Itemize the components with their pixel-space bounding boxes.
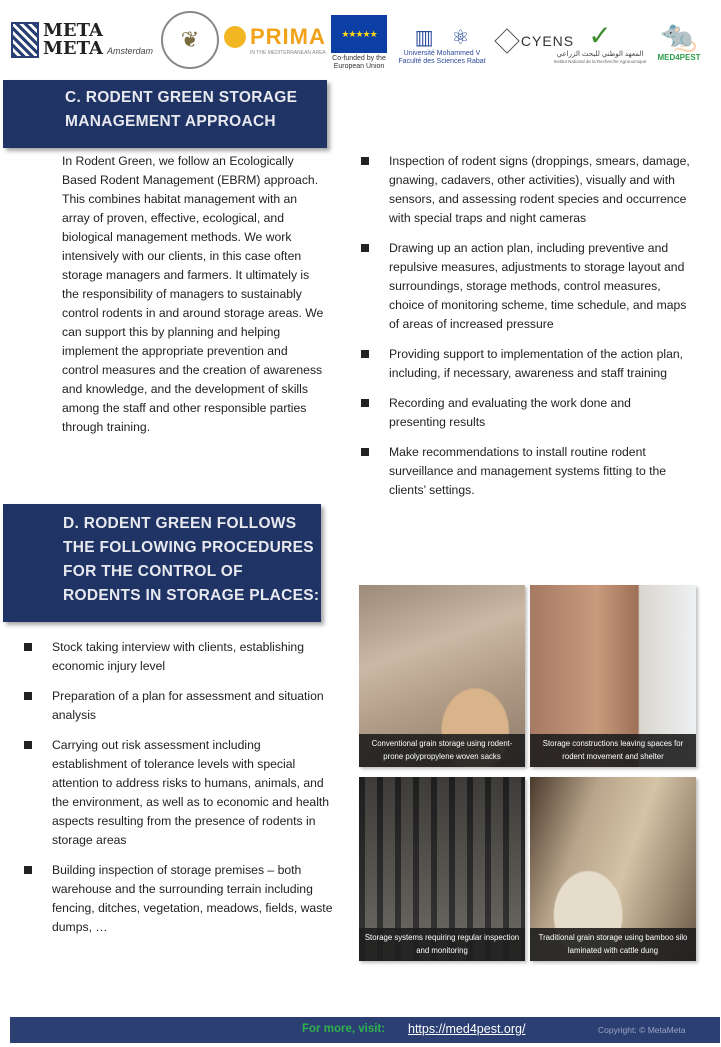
eu-flag-icon: ★★★★★ <box>331 15 387 53</box>
section-c-paragraph: In Rodent Green, we follow an Ecologically Based Rodent Management (EBRM) approach. This combines habitat management with an array of proven, effective, ecological, and biological management methods. We work intensively with our clients, in this case often storage managers and farmers. It ultimately is the responsibility of managers to sustainably control rodents in and around storage areas. We can support this by planning and helping implement the appropriate prevention and control measures and the creation of awareness and knowledge, and the development of skills among the staff and other responsible parties through training. <box>62 154 324 434</box>
leaf-icon: ✓ <box>588 20 612 51</box>
footer-lead: For more, visit: <box>302 1023 386 1035</box>
photo-caption: Traditional grain storage using bamboo silo laminated with cattle dung <box>530 928 696 961</box>
bulb-icon <box>224 26 246 48</box>
bullet-square-icon <box>24 866 32 874</box>
list-item: Inspection of rodent signs (droppings, smears, damage, gnawing, cadavers, other activities), visually and with sensors, and assessing rodent species and occurrence with special traps and night cameras <box>361 152 691 228</box>
photo-grain-sacks <box>359 585 525 767</box>
photo-bamboo-silo <box>530 777 696 961</box>
bullet-square-icon <box>361 157 369 165</box>
logo-bar <box>0 0 721 80</box>
eu-logo: ★★★★★ Co-funded by the European Union <box>330 12 388 74</box>
building-icon: ▥ <box>414 26 434 49</box>
bullet-square-icon <box>361 350 369 358</box>
website-link[interactable]: https://med4pest.org/ <box>408 1022 526 1036</box>
photo-caption: Conventional grain storage using rodent-prone polypropylene woven sacks <box>359 734 525 767</box>
bullet-square-icon <box>361 448 369 456</box>
bullet-square-icon <box>361 244 369 252</box>
section-d-title: D. RODENT GREEN FOLLOWS THE FOLLOWING PROCEDURES FOR THE CONTROL OF RODENTS IN STORAGE PLACES: <box>3 504 321 622</box>
um5-logo: ▥ ⚛ Université Mohammed V Faculté des Sciences Rabat <box>398 26 486 65</box>
photo-storage-constructions <box>530 585 696 767</box>
bullet-square-icon <box>361 399 369 407</box>
list-item: Make recommendations to install routine rodent surveillance and management systems fitting to the clients’ settings. <box>361 443 691 500</box>
section-c-title: C. RODENT GREEN STORAGE MANAGEMENT APPROACH <box>3 80 327 148</box>
hexagon-icon <box>494 28 519 53</box>
footer-bar <box>10 1017 720 1043</box>
rat-icon: 🐀 <box>660 19 698 53</box>
list-item: Drawing up an action plan, including preventive and repulsive measures, adjustments to storage layout and surroundings, storage methods, control measures, choice of monitoring scheme, time schedule, and maps of areas of increased pressure <box>361 239 691 334</box>
meta-logo: META META Amsterdam <box>8 18 156 62</box>
list-item: Carrying out risk assessment including establishment of tolerance levels with special attention to address risks to humans, animals, and the environment, as well as to economic and health aspects resulting from the presence of rodents in storage areas <box>24 736 334 850</box>
hmu-logo <box>160 8 220 72</box>
list-item: Providing support to implementation of the action plan, including, if necessary, awareness and staff training <box>361 345 691 383</box>
prima-logo: PRIMA IN THE MEDITERRANEAN AREA <box>224 18 328 62</box>
bullet-square-icon <box>24 643 32 651</box>
list-item: Preparation of a plan for assessment and situation analysis <box>24 687 334 725</box>
bullet-square-icon <box>24 741 32 749</box>
inra-logo: ✓ المعهد الوطني للبحث الزراعي Institut National de la Recherche Agronomique <box>553 20 647 64</box>
list-item: Stock taking interview with clients, establishing economic injury level <box>24 638 334 676</box>
photo-caption: Storage systems requiring regular inspection and monitoring <box>359 928 525 961</box>
med4pest-logo: 🐀 MED4PEST <box>657 19 701 62</box>
list-item: Building inspection of storage premises – both warehouse and the surrounding terrain including fencing, ditches, vegetation, meadows, fields, waste dumps, … <box>24 861 334 937</box>
copyright-text: Copyright: © MetaMeta <box>598 1025 686 1035</box>
atom-icon: ⚛ <box>451 26 470 49</box>
photo-caption: Storage constructions leaving spaces for rodent movement and shelter <box>530 734 696 767</box>
photo-warehouse-shelves <box>359 777 525 961</box>
inspection-list <box>361 152 691 511</box>
list-item: Recording and evaluating the work done and presenting results <box>361 394 691 432</box>
tree-icon: ❦ <box>161 11 219 69</box>
bullet-square-icon <box>24 692 32 700</box>
cyens-logo: CYENS <box>493 26 579 56</box>
procedures-list <box>24 638 334 948</box>
meta-mark-icon <box>11 22 39 58</box>
